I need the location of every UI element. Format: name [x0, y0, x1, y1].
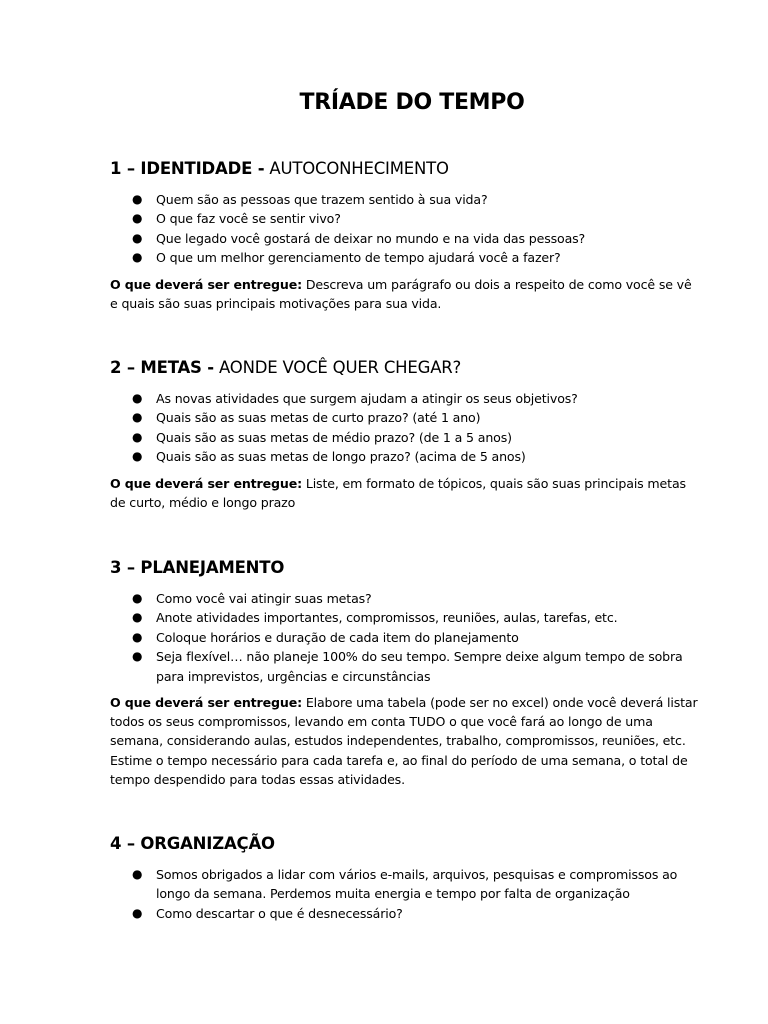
section-planejamento: [110, 557, 710, 789]
list-item: [110, 190, 701, 209]
section-heading-number: 3 – PLANEJAMENTO: [110, 558, 285, 577]
bullet-list: [110, 190, 710, 268]
list-item: [110, 904, 701, 923]
section-heading-subtitle: AONDE VOCÊ QUER CHEGAR?: [213, 358, 462, 377]
section-organizacao: [110, 833, 710, 923]
section-identidade: [110, 158, 710, 313]
list-item-text: O que um melhor gerenciamento de tempo ajudará você a fazer?: [156, 250, 561, 266]
page-title: TRÍADE DO TEMPO: [299, 90, 525, 115]
deliverable-label: O que deverá ser entregue:: [110, 475, 302, 491]
bullet-icon: ●: [132, 429, 143, 444]
list-item: [110, 389, 701, 408]
list-item: [110, 608, 701, 627]
list-item-text: Quais são as suas metas de curto prazo? (até 1 ano): [156, 410, 481, 426]
list-item: [110, 428, 701, 447]
list-item: [110, 209, 701, 228]
list-item: [110, 589, 701, 608]
section-heading-number: 4 – ORGANIZAÇÃO: [110, 834, 275, 853]
list-item-text: Seja flexível… não planeje 100% do seu tempo. Sempre deixe algum tempo de sobra para imprevistos, urgências e circunstâncias: [156, 649, 683, 684]
section-heading: [110, 833, 710, 855]
section-heading-number: 1 – IDENTIDADE -: [110, 159, 265, 178]
list-item-text: Quem são as pessoas que trazem sentido à sua vida?: [156, 192, 488, 207]
bullet-list: [110, 865, 710, 923]
deliverable-label: O que deverá ser entregue:: [110, 695, 302, 711]
deliverable-text: Descreva um parágrafo ou dois a respeito de como você se vê e quais são suas principais motivações para sua vida.: [110, 276, 692, 311]
deliverable-text: Liste, em formato de tópicos, quais são suas principais metas de curto, médio e longo prazo: [110, 475, 686, 510]
section-metas: [110, 357, 710, 512]
list-item-text: Anote atividades importantes, compromissos, reuniões, aulas, tarefas, etc.: [156, 610, 618, 626]
deliverable-label: O que deverá ser entregue:: [110, 276, 302, 292]
list-item: [110, 229, 701, 248]
bullet-icon: ●: [132, 230, 143, 245]
bullet-icon: ●: [132, 867, 143, 881]
section-heading-number: 2 – METAS -: [110, 358, 214, 377]
section-heading-subtitle: AUTOCONHECIMENTO: [264, 159, 449, 178]
deliverable-paragraph: [110, 474, 700, 512]
deliverable-text: Elabore uma tabela (pode ser no excel) onde você deverá listar todos os seus compromissos, levando em conta TUDO o que você fará ao longo de uma semana, considerando aulas, estudos independentes, trabalho, compromissos, reuniões, etc. Estime o tempo necessário para cada tarefa e, ao final do período de uma semana, o total de tempo despendido para todas essas atividades.: [110, 695, 698, 787]
bullet-icon: ●: [132, 410, 143, 425]
list-item-text: Quais são as suas metas de médio prazo? (de 1 a 5 anos): [156, 429, 512, 445]
list-item-text: Que legado você gostará de deixar no mundo e na vida das pessoas?: [156, 230, 586, 246]
list-item-text: Como você vai atingir suas metas?: [156, 591, 372, 606]
bullet-icon: ●: [132, 629, 143, 644]
list-item-text: Como descartar o que é desnecessário?: [156, 905, 403, 921]
list-item: [110, 647, 701, 686]
deliverable-paragraph: [110, 275, 700, 313]
deliverable-paragraph: [110, 693, 700, 789]
bullet-icon: ●: [132, 211, 143, 226]
list-item: [110, 408, 701, 427]
list-item-text: Quais são as suas metas de longo prazo? (acima de 5 anos): [156, 449, 526, 465]
bullet-icon: ●: [132, 591, 143, 605]
section-heading: [110, 557, 710, 579]
list-item: [110, 447, 701, 466]
list-item-text: Somos obrigados a lidar com vários e-mails, arquivos, pesquisas e compromissos ao longo da semana. Perdemos muita energia e tempo por falta de organização: [156, 867, 678, 902]
bullet-icon: ●: [132, 192, 143, 206]
bullet-icon: ●: [132, 449, 143, 464]
list-item: [110, 628, 701, 647]
bullet-icon: ●: [132, 250, 143, 265]
bullet-icon: ●: [132, 905, 143, 920]
list-item: [110, 865, 701, 904]
bullet-icon: ●: [132, 610, 143, 625]
bullet-list: [110, 589, 710, 686]
list-item-text: As novas atividades que surgem ajudam a atingir os seus objetivos?: [156, 391, 578, 406]
list-item-text: O que faz você se sentir vivo?: [156, 211, 341, 227]
section-heading: [110, 357, 710, 379]
list-item-text: Coloque horários e duração de cada item do planejamento: [156, 629, 519, 645]
bullet-list: [110, 389, 710, 467]
bullet-icon: ●: [132, 649, 143, 664]
section-heading: [110, 158, 710, 180]
bullet-icon: ●: [132, 391, 143, 405]
list-item: [110, 248, 701, 267]
